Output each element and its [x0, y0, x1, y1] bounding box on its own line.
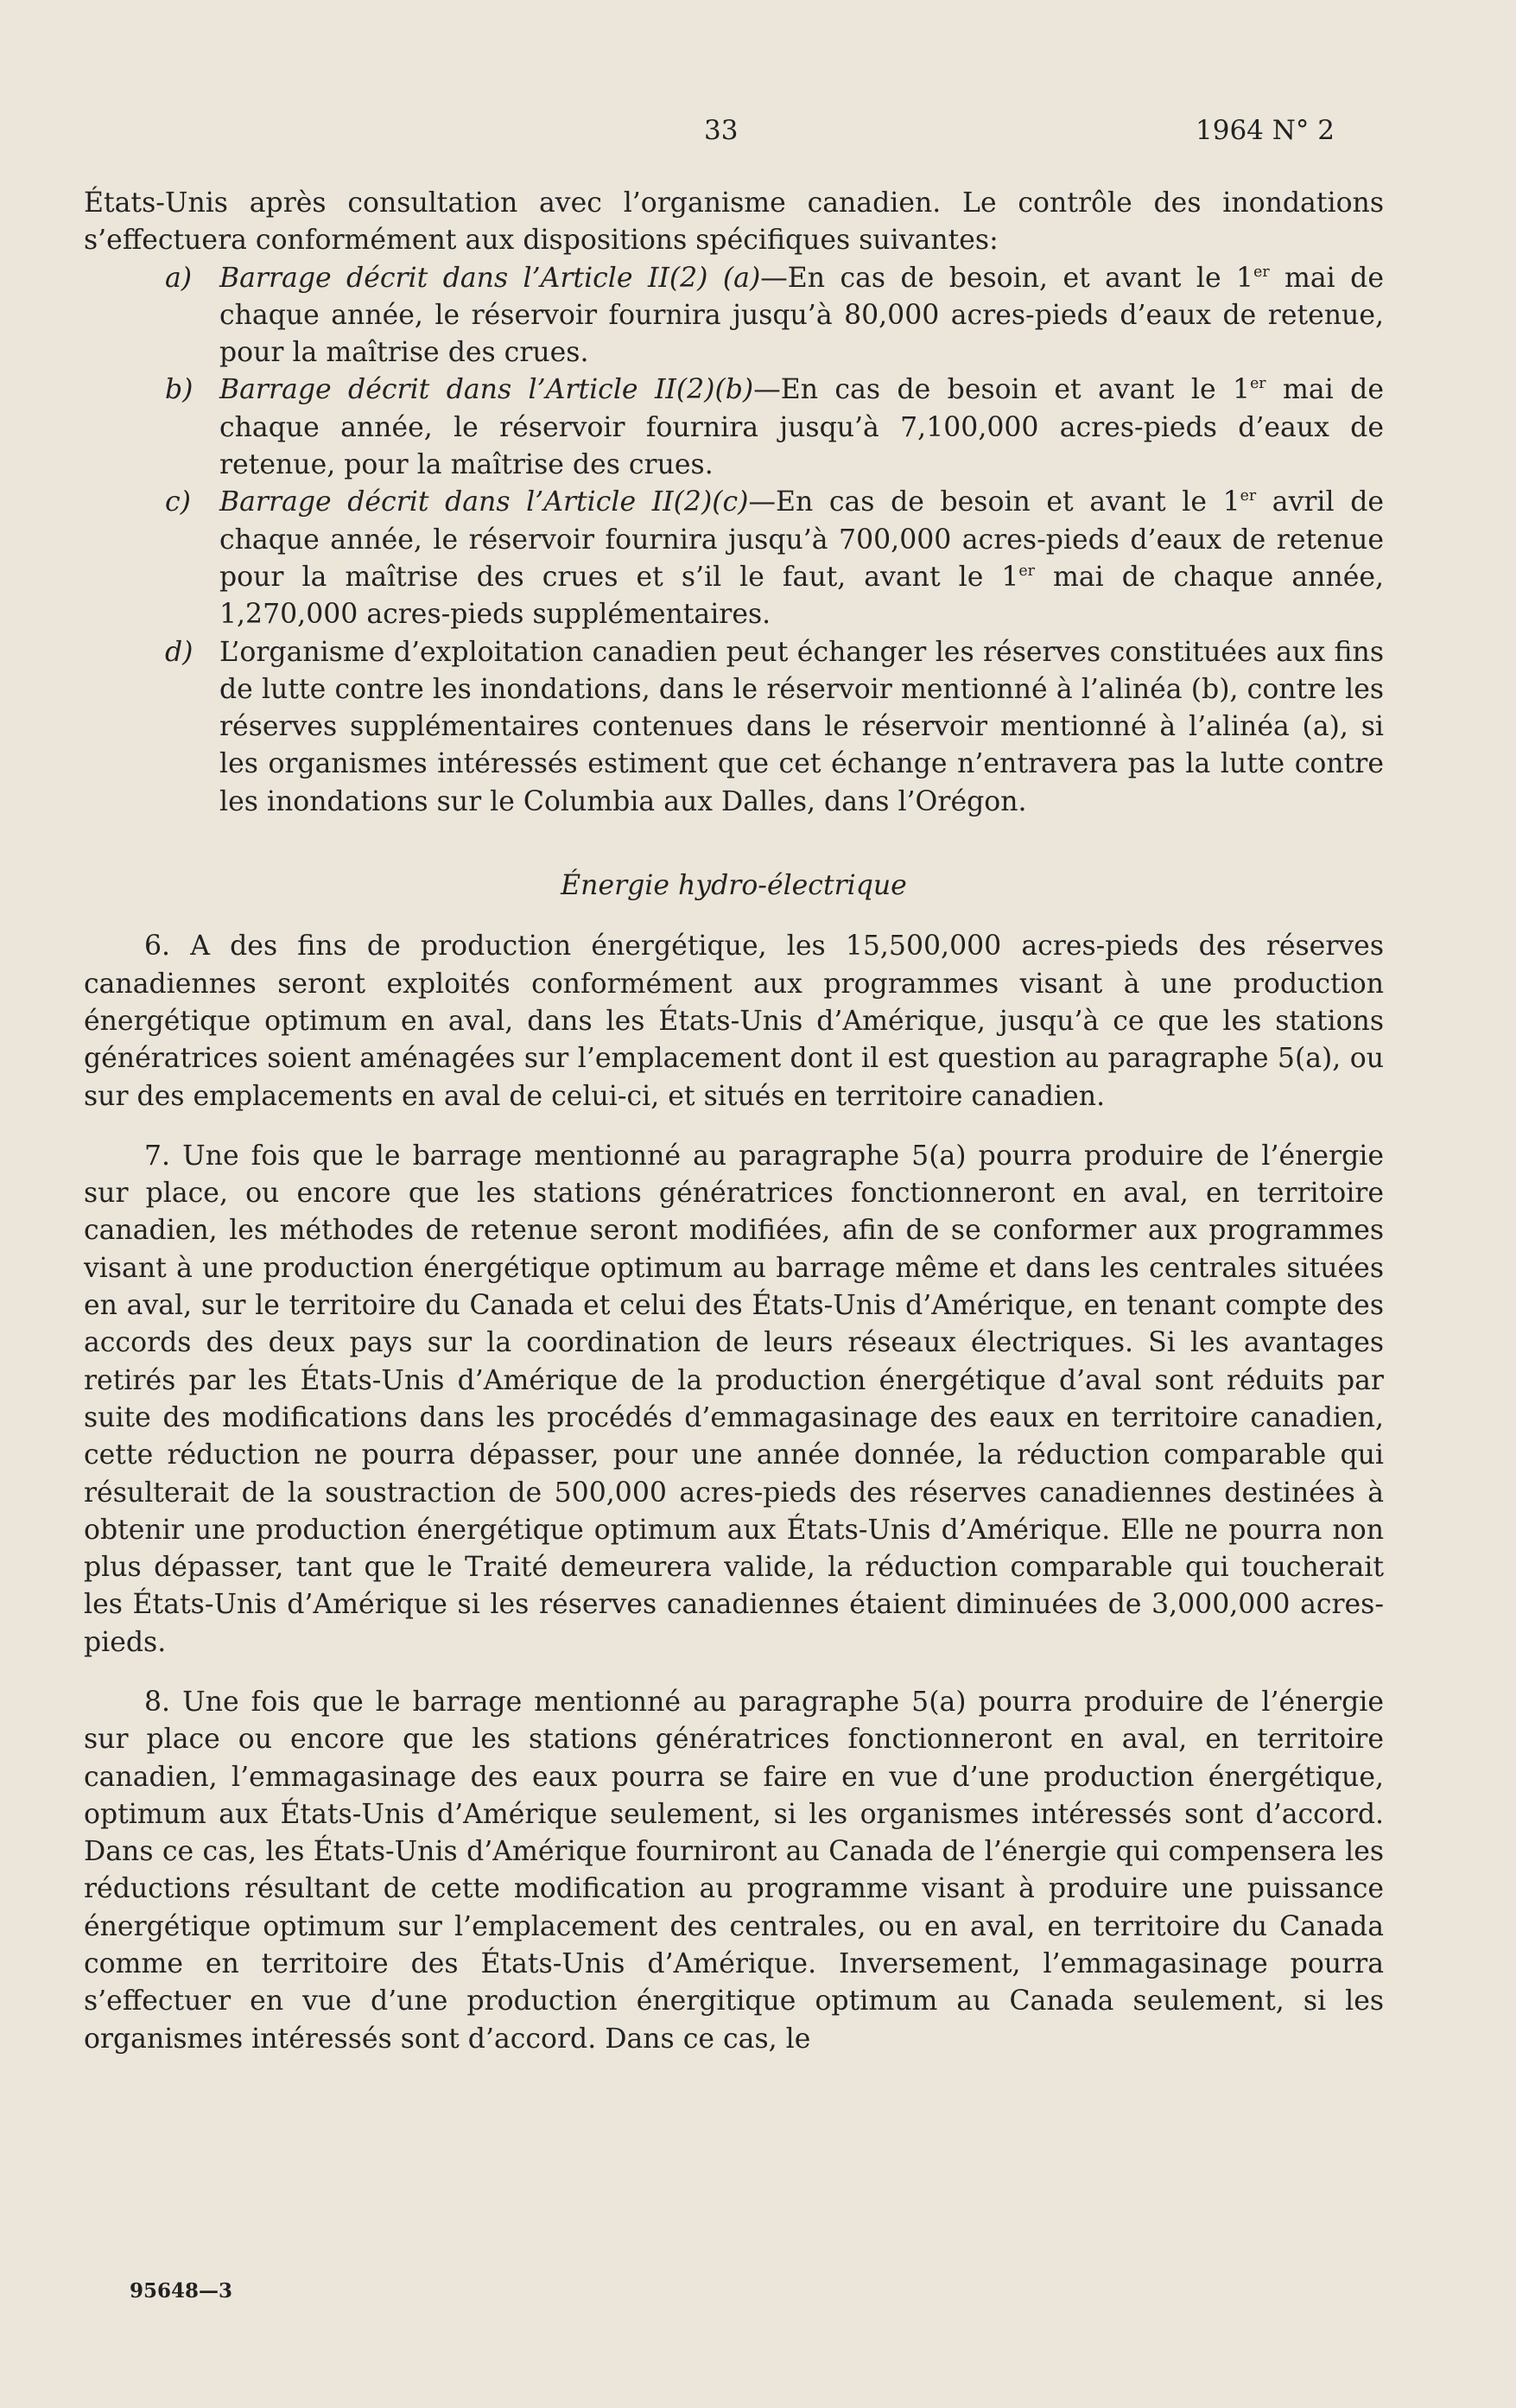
list-item-d	[84, 634, 1384, 821]
item-text-rest: mai de chaque année, 1,270,000 acres-pieds supplémentaires.	[219, 561, 1384, 631]
list-item-c	[84, 484, 1384, 633]
ordinal-sup: er	[1018, 562, 1035, 580]
item-marker: c)	[165, 486, 191, 518]
intro-paragraph: États-Unis après consultation avec l’organisme canadien. Le contrôle des inondations s’effectuera conformément aux dispositions spécifiques suivantes:	[84, 187, 1384, 257]
page-number: 33	[704, 115, 739, 146]
ordinal-sup: er	[1250, 375, 1266, 393]
section-title: Énergie hydro-électrique	[561, 870, 907, 902]
item-text: —En cas de besoin et avant le 1	[753, 374, 1251, 406]
page-body	[84, 185, 1384, 2058]
item-text: L’organisme d’exploitation canadien peut échanger les réserves constituées aux fins de lutte contre les inondations, dans le réservoir mentionné à l’alinéa (b), contre les réserves supplémentaires contenues dans le réservoir mentionné à l’alinéa (a), si les organismes intéressés estiment que cet échange n’entravera pas la lutte contre les inondations sur le Columbia aux Dalles, dans l’Orégon.	[219, 636, 1384, 817]
item-title: Barrage décrit dans l’Article II(2) (a)	[219, 262, 761, 294]
item-text: —En cas de besoin, et avant le 1	[760, 262, 1254, 294]
item-title: Barrage décrit dans l’Article II(2)(c)	[219, 486, 749, 518]
page-header	[0, 115, 1516, 158]
paragraph-8: 8. Une fois que le barrage mentionné au paragraphe 5(a) pourra produire de l’énergie sur place ou encore que les stations génératrices fonctionneront en aval, en territoire canadien, l’emmagasinage des eaux pourra se faire en vue d’une production énergétique, optimum aux États-Unis d’Amérique seulement, si les organismes intéressés sont d’accord. Dans ce cas, les États-Unis d’Amérique fourniront au Canada de l’énergie qui compensera les réductions résultant de cette modification au programme visant à produire une puissance énergétique optimum sur l’emplacement des centrales, ou en aval, en territoire du Canada comme en territoire des États-Unis d’Amérique. Inversement, l’emmagasinage pourra s’effectuer en vue d’une production énergitique optimum au Canada seulement, si les organismes intéressés sont d’accord. Dans ce cas, le	[84, 1686, 1384, 2055]
item-text-rest: avril de chaque année, le réservoir fournira jusqu’à 700,000 acres-pieds d’eaux de retenue pour la maîtrise des crues et s’il le faut, avant le 1	[219, 486, 1385, 593]
paragraph-6: 6. A des fins de production énergétique, les 15,500,000 acres-pieds des réserves canadiennes seront exploités conformément aux programmes visant à une production énergétique optimum en aval, dans les États-Unis d’Amérique, jusqu’à ce que les stations génératrices soient aménagées sur l’emplacement dont il est question au paragraphe 5(a), ou sur des emplacements en aval de celui-ci, et situés en territoire canadien.	[84, 931, 1384, 1112]
item-text-rest: mai de chaque année, le réservoir fournira jusqu’à 7,100,000 acres-pieds d’eaux de retenue, pour la maîtrise des crues.	[219, 374, 1384, 481]
item-marker: b)	[165, 374, 193, 406]
item-marker: a)	[165, 262, 193, 294]
item-text-rest: mai de chaque année, le réservoir fournira jusqu’à 80,000 acres-pieds d’eaux de retenue, pour la maîtrise des crues.	[219, 262, 1384, 369]
item-text: —En cas de besoin et avant le 1	[748, 486, 1240, 518]
ordinal-sup: er	[1253, 263, 1270, 281]
item-marker: d)	[165, 636, 193, 668]
list-item-b	[84, 372, 1384, 484]
ordinal-sup: er	[1240, 487, 1257, 505]
paragraph-7: 7. Une fois que le barrage mentionné au paragraphe 5(a) pourra produire de l’énergie sur place, ou encore que les stations génératrices fonctionneront en aval, en territoire canadien, les méthodes de retenue seront modifiées, afin de se conformer aux programmes visant à une production énergétique optimum au barrage même et dans les centrales situées en aval, sur le territoire du Canada et celui des États-Unis d’Amérique, en tenant compte des accords des deux pays sur la coordination de leurs réseaux électriques. Si les avantages retirés par les États-Unis d’Amérique de la production énergétique d’aval sont réduits par suite des modifications dans les procédés d’emmagasinage des eaux en territoire canadien, cette réduction ne pourra dépasser, pour une année donnée, la réduction comparable qui résulterait de la soustraction de 500,000 acres-pieds des réserves canadiennes destinées à obtenir une production énergétique optimum aux États-Unis d’Amérique. Elle ne pourra non plus dépasser, tant que le Traité demeurera valide, la réduction comparable qui toucherait les États-Unis d’Amérique si les réserves canadiennes étaient diminuées de 3,000,000 acres-pieds.	[84, 1140, 1384, 1658]
issue-label: 1964 N° 2	[1196, 115, 1335, 146]
footer-code: 95648—3	[130, 2279, 233, 2303]
item-title: Barrage décrit dans l’Article II(2)(b)	[219, 374, 754, 406]
list-item-a	[84, 260, 1384, 372]
